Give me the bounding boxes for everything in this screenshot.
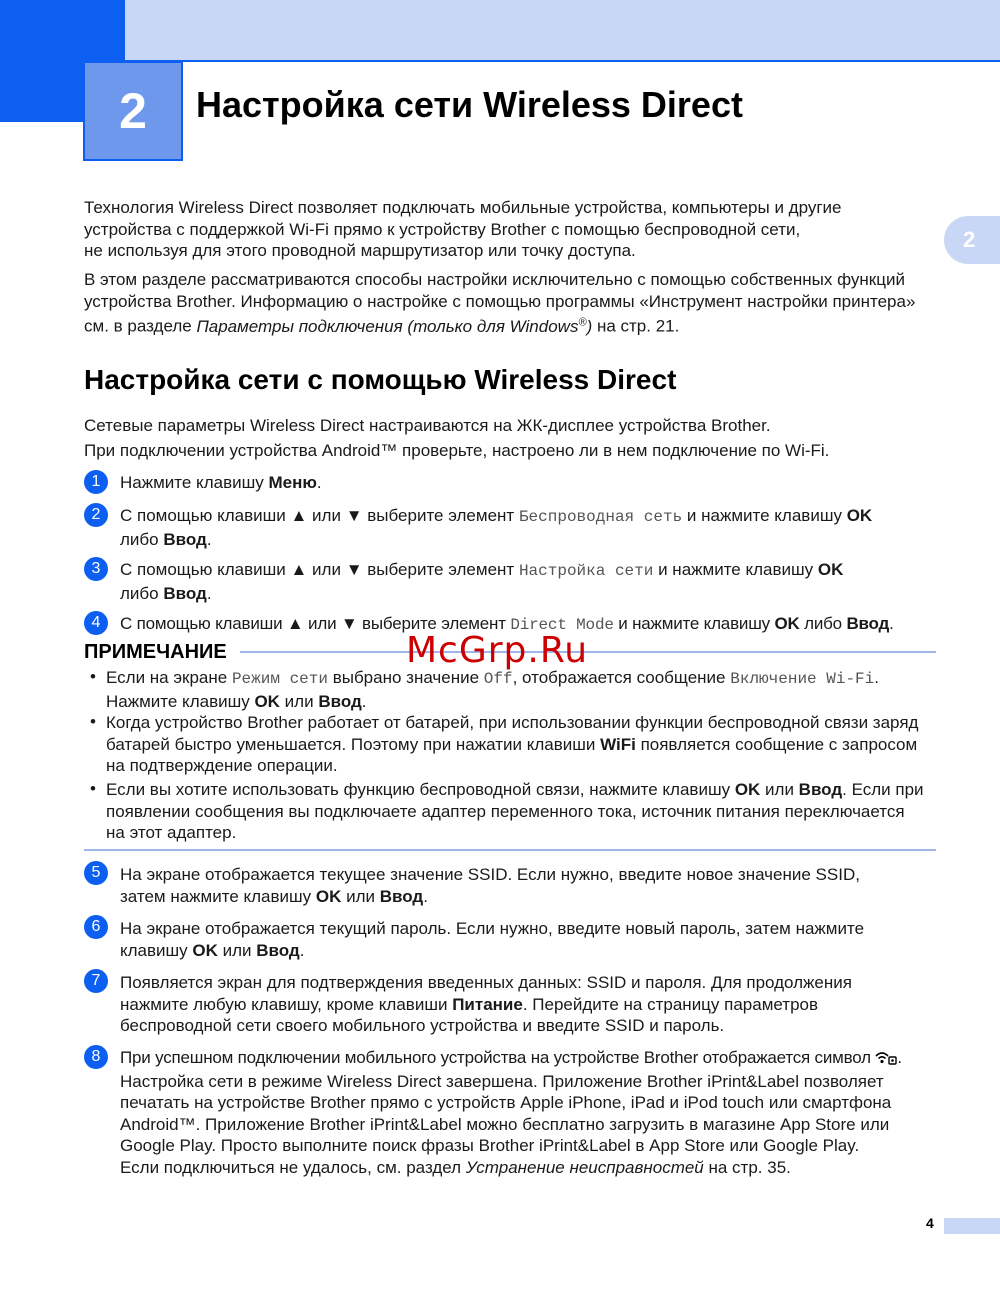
step-number-1: 1 — [84, 470, 108, 494]
section-line-1: Сетевые параметры Wireless Direct настраиваются на ЖК-дисплее устройства Brother. — [84, 416, 771, 435]
step-5-text: На экране отображается текущее значение SSID. Если нужно, введите новое значение SSID, затем нажмите клавишу OK или Ввод. — [120, 865, 860, 906]
step-2-text: С помощью клавиши ▲ или ▼ выберите элемент Беспроводная сеть и нажмите клавишу OK либо Ввод. — [120, 506, 873, 549]
note-title: ПРИМЕЧАНИЕ — [84, 641, 227, 663]
link-connection-params[interactable]: Параметры подключения (только для Windows®) — [196, 316, 593, 336]
note-item-1: Если на экране Режим сети выбрано значение Off, отображается сообщение Включение Wi-Fi. Нажмите клавишу OK или Ввод. — [106, 668, 879, 711]
side-chapter-tab: 2 — [944, 216, 1000, 264]
step-number-8: 8 — [84, 1045, 108, 1069]
watermark: McGrp.Ru — [406, 630, 589, 671]
note-bullet-3: • — [90, 779, 96, 798]
step-8-text: При успешном подключении мобильного устройства на устройстве Brother отображается символ . Настройка сети в режиме Wireless Direct завершена. Приложение Brother iPrint&Label позволяет печатать на устройстве Brother прямо с устройств Apple iPhone, iPad и iPod touch или смартфона Android™. Приложение Brother iPrint&Label можно бесплатно загрузить в магазине App Store или Google Play. Просто выполните поиск фразы Brother iPrint&Label в App Store или Google Play. Если подключиться не удалось, см. раздел Устранение неисправностей на стр. 35. — [120, 1048, 902, 1177]
page-number: 4 — [926, 1215, 934, 1231]
note-item-3: Если вы хотите использовать функцию беспроводной связи, нажмите клавишу OK или Ввод. Если при появлении сообщения вы подключаете адаптер переменного тока, источник питания переключается на этот адаптер. — [106, 780, 924, 842]
intro-paragraph-2: В этом разделе рассматриваются способы настройки исключительно с помощью собственных функций устройства Brother. Информацию о настройке с помощью программы «Инструмент настройки принтера» см. в разделе Параметры подключения (только для Windows®) на стр. 21. — [84, 270, 916, 336]
wireless-direct-icon — [875, 1049, 897, 1071]
header-band-light — [125, 0, 1000, 60]
step-7-text: Появляется экран для подтверждения введенных данных: SSID и пароля. Для продолжения нажмите любую клавишу, кроме клавиши Питание. Перейдите на страницу параметров беспроводной сети своего мобильного устройства и введите SSID и пароль. — [120, 973, 852, 1035]
note-bottom-rule — [84, 849, 936, 851]
note-bullet-2: • — [90, 712, 96, 731]
page-number-bar — [944, 1218, 1000, 1234]
section-line-2: При подключении устройства Android™ проверьте, настроено ли в нем подключение по Wi-Fi. — [84, 441, 830, 460]
step-3-text: С помощью клавиши ▲ или ▼ выберите элемент Настройка сети и нажмите клавишу OK либо Ввод. — [120, 560, 844, 603]
note-bullet-1: • — [90, 667, 96, 686]
header-rule — [125, 60, 1000, 62]
link-troubleshooting[interactable]: Устранение неисправностей — [465, 1157, 704, 1177]
chapter-title: Настройка сети Wireless Direct — [196, 84, 743, 125]
step-number-4: 4 — [84, 611, 108, 635]
step-4-text: С помощью клавиши ▲ или ▼ выберите элемент Direct Mode и нажмите клавишу OK либо Ввод. — [120, 614, 894, 634]
step-number-6: 6 — [84, 915, 108, 939]
step-number-3: 3 — [84, 557, 108, 581]
section-title: Настройка сети с помощью Wireless Direct — [84, 364, 677, 395]
step-number-7: 7 — [84, 969, 108, 993]
step-number-5: 5 — [84, 861, 108, 885]
intro-paragraph-1: Технология Wireless Direct позволяет подключать мобильные устройства, компьютеры и другие устройства с поддержкой Wi-Fi прямо к устройству Brother с помощью беспроводной сети, не используя для этого проводной маршрутизатор или точку доступа. — [84, 198, 842, 260]
note-item-2: Когда устройство Brother работает от батарей, при использовании функции беспроводной связи заряд батарей быстро уменьшается. Поэтому при нажатии клавиши WiFi появляется сообщение с запросом на подтверждение операции. — [106, 713, 919, 775]
chapter-number: 2 — [83, 61, 183, 161]
step-1-text: Нажмите клавишу Меню. — [120, 473, 322, 492]
step-number-2: 2 — [84, 503, 108, 527]
step-6-text: На экране отображается текущий пароль. Если нужно, введите новый пароль, затем нажмите клавишу OK или Ввод. — [120, 919, 865, 960]
